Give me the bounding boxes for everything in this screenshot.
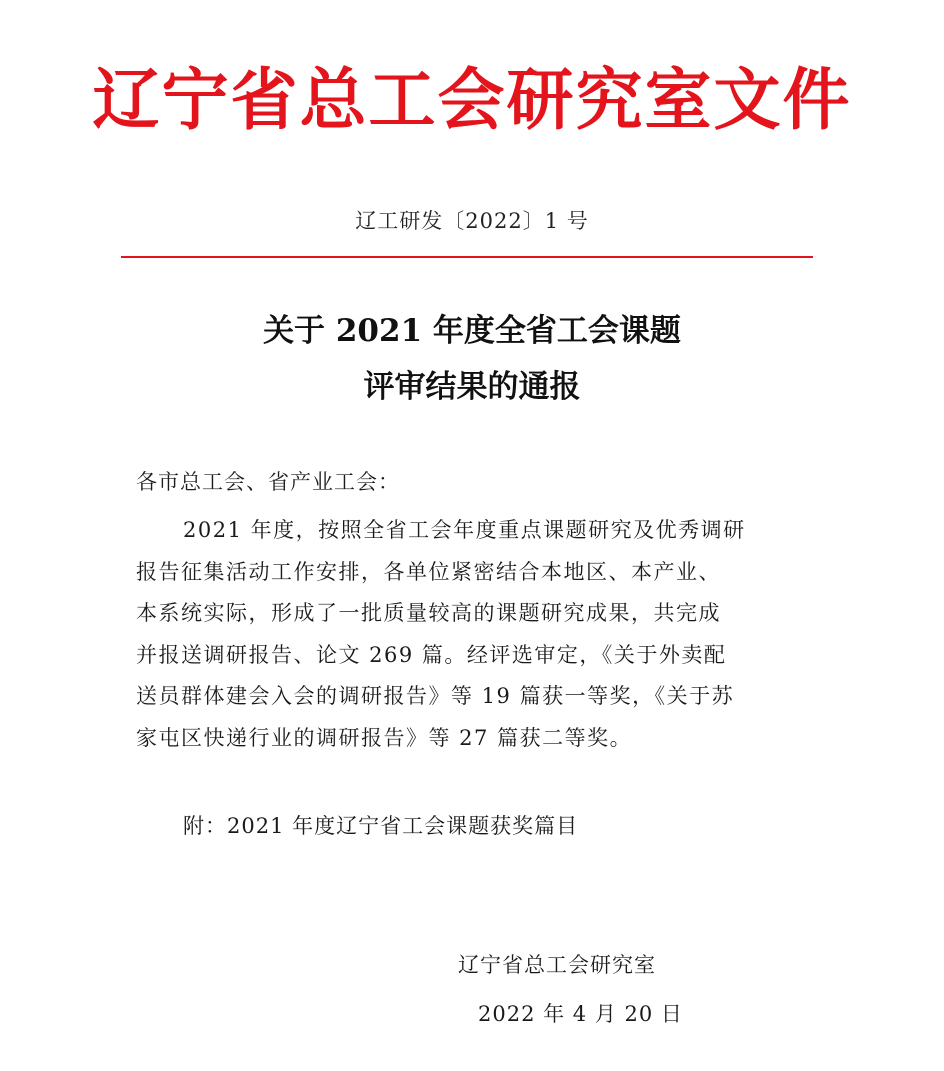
body-line: 家屯区快递行业的调研报告》等 27 篇获二等奖。 bbox=[136, 725, 633, 750]
body-line: 本系统实际，形成了一批质量较高的课题研究成果，共完成 bbox=[136, 601, 721, 625]
body-line: 并报送调研报告、论文 269 篇。经评选审定，《关于外卖配 bbox=[136, 642, 727, 667]
salutation: 各市总工会、省产业工会： bbox=[136, 470, 400, 494]
signature-organization: 辽宁省总工会研究室 bbox=[458, 953, 656, 977]
document-title-line-2: 评审结果的通报 bbox=[363, 369, 581, 405]
attachment-note: 附：2021 年度辽宁省工会课题获奖篇目 bbox=[183, 814, 579, 838]
document-header-title: 辽宁省总工会研究室文件 bbox=[92, 60, 852, 139]
document-title bbox=[0, 303, 944, 415]
signature-date: 2022 年 4 月 20 日 bbox=[478, 1002, 683, 1026]
body-paragraph bbox=[136, 510, 816, 759]
body-line: 2021 年度，按照全省工会年度重点课题研究及优秀调研 bbox=[183, 518, 746, 542]
document-title-line-1: 关于 2021 年度全省工会课题 bbox=[263, 313, 681, 349]
body-line: 送员群体建会入会的调研报告》等 19 篇获一等奖，《关于苏 bbox=[136, 684, 735, 708]
document-number: 辽工研发〔2022〕1 号 bbox=[355, 209, 589, 233]
header-divider bbox=[121, 256, 813, 258]
body-line: 报告征集活动工作安排，各单位紧密结合本地区、本产业、 bbox=[136, 559, 721, 584]
